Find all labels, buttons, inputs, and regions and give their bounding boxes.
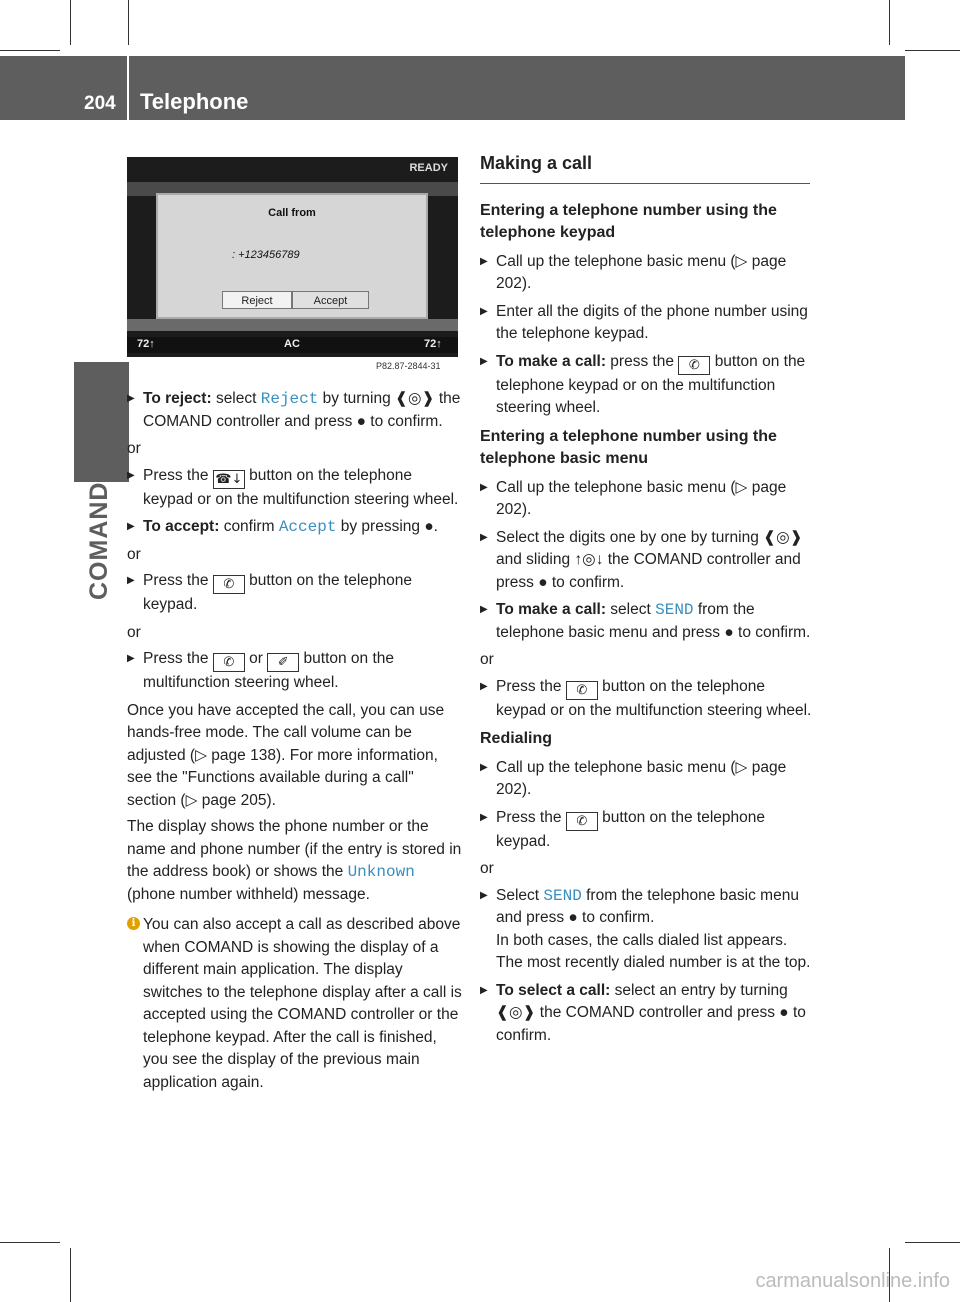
step-text: Press the [143,650,209,667]
header-bar [0,56,905,120]
paragraph-text: (phone number withheld) message. [127,885,370,903]
step-make-call [480,351,816,420]
image-code: P82.87-2844-31 [376,361,441,371]
info-text: You can also accept a call as described above when COMAND is showing the display of a different main application. The display switches to the telephone display after a call is accepted using the COMAND controller or the telephone keypad. After the call is finished, you see the display of the previous main application again. [143,916,462,1091]
phone-call-icon: ✆ [566,812,598,831]
call-dialog-screenshot [127,157,458,357]
section-heading-rule [480,152,810,184]
screen-bottom-bar [127,319,458,331]
step-text: by turning ❰◎❱ [322,390,435,407]
step-text: button on the telephone keypad or on the multifunction steering wheel. [496,677,812,719]
step-reject [127,388,462,433]
step-accept [127,516,462,539]
right-column [480,152,816,1052]
step-text: from the telephone basic menu and press ● to confirm. [496,886,799,926]
crop-mark [128,0,129,45]
page-title: Telephone [140,89,249,114]
caller-number: : +123456789 [232,249,300,261]
step-text: by pressing ●. [340,518,438,535]
paragraph: Once you have accepted the call, you can use hands-free mode. The call volume can be adjusted (▷ page 138). For more information, see the "Functions available during a call" section (▷ page 205). [127,701,445,809]
reject-button[interactable]: Reject [222,291,292,309]
accept-option: Accept [278,518,337,536]
step-label: To reject: [143,390,212,407]
or-text: or [127,623,141,641]
climate-bar [127,337,458,353]
step-label: To make a call: [496,352,606,370]
crop-mark [70,0,71,45]
climate-ac: AC [284,338,300,350]
step-text: button on the multifunction steering wheel. [143,650,395,691]
step: ▶ Call up the telephone basic menu (▷ page 202). [480,757,816,802]
page-number: 204 [84,93,116,114]
step: ▶ Enter all the digits of the phone number using the telephone keypad. [480,301,816,346]
crop-mark [0,50,60,51]
step-label: To accept: [143,518,220,535]
step-text: button on the telephone keypad or on the multifunction steering wheel. [496,352,806,416]
send-option: SEND [655,601,694,619]
dialog-title: Call from [268,207,316,219]
phone-call-icon: ✆ [566,681,598,700]
accept-button[interactable]: Accept [292,291,369,309]
step-text: press the [610,352,675,370]
step-press-call [127,570,462,617]
step-text: the COMAND controller and press ● to confirm. [143,390,461,430]
step-text: Select [496,886,540,904]
paragraph [127,816,462,906]
or-text: or [480,651,494,668]
step-text: from the telephone basic menu and press ● to confirm. [496,601,811,641]
crop-mark [0,1242,60,1243]
phone-call-icon: ✆ [678,356,710,375]
paragraph-text: The display shows the phone number or the name and phone number (if the entry is stored in the address book) or shows the [127,818,462,880]
step-text: Press the [143,466,209,484]
crop-mark [70,1248,71,1302]
subheading: Redialing [480,730,553,747]
phone-end-icon: ☎↓ [213,470,245,489]
info-icon: i [127,917,140,930]
step-text: confirm [223,518,275,535]
step-text: Press the [496,677,562,695]
voice-control-icon: ✐ [267,653,299,672]
step-select-send [480,885,816,975]
step: ▶ Call up the telephone basic menu (▷ page 202). [480,251,816,296]
header-divider [127,56,129,120]
footer-url: carmanualsonline.info [755,1270,950,1292]
step-text: Press the [143,572,209,589]
step-press-call-or-voice [127,648,462,695]
step: ▶ Call up the telephone basic menu (▷ page 202). [480,477,816,522]
step-text: or [249,650,263,667]
incoming-call-dialog [156,193,428,319]
climate-right-temp: 72↑ [424,338,442,350]
section-heading: Making a call [480,153,593,173]
step-text: select [215,390,257,407]
subheading: Entering a telephone number using the telephone keypad [480,201,777,241]
left-column [127,388,462,1094]
step-text: select [610,601,651,618]
unknown-message: Unknown [347,863,415,881]
status-bar: READY [409,162,448,174]
step: ▶ Select the digits one by one by turning ❰◎❱ and sliding ↑◎↓ the COMAND controller and press ● to confirm. [480,527,816,595]
step-text: button on the telephone keypad. [143,572,413,613]
step-text: button on the telephone keypad. [496,808,766,850]
step-press-call [480,807,816,854]
step-text: Press the [496,808,562,826]
send-option: SEND [543,886,582,905]
info-note [127,914,462,1094]
step-press-call [480,676,816,723]
phone-call-icon: ✆ [213,653,245,672]
step-make-call [480,599,816,644]
side-tab [74,362,129,482]
climate-left-temp: 72↑ [137,338,155,350]
step-text: select an entry by turning ❰◎❱ the COMAND controller and press ● to confirm. [496,981,806,1044]
step-press-end [127,465,462,512]
crop-mark [889,0,890,45]
or-text: or [480,860,494,877]
crop-mark [905,50,960,51]
crop-mark [905,1242,960,1243]
reject-option: Reject [260,390,319,408]
subheading: Entering a telephone number using the telephone basic menu [480,427,777,467]
step-label: To select a call: [496,981,611,999]
step-text: In both cases, the calls dialed list appears. The most recently dialed number is at the top. [496,931,811,971]
phone-call-icon: ✆ [213,575,245,594]
side-chapter-label: COMAND [85,481,113,600]
or-text: or [127,440,141,457]
step-select-call [480,980,816,1048]
step-label: To make a call: [496,601,606,618]
or-text: or [127,545,141,563]
step-text: button on the telephone keypad or on the multifunction steering wheel. [143,466,459,508]
